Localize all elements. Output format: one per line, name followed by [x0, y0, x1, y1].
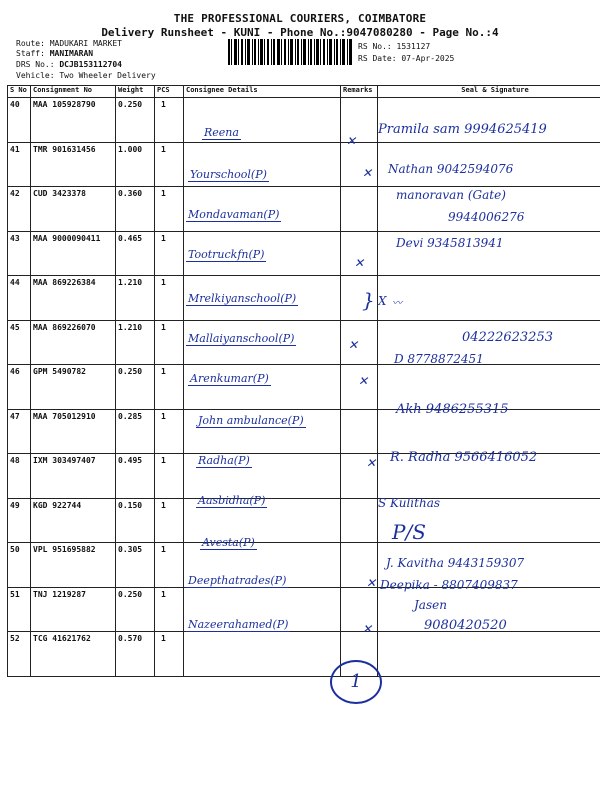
- pcs: [155, 587, 184, 632]
- company-name: THE PROFESSIONAL COURIERS, COIMBATORE: [173, 12, 427, 25]
- consignment-no: CUD 3423378: [31, 187, 116, 232]
- circled-number: 1: [330, 660, 382, 704]
- weight: 0.285: [116, 409, 155, 454]
- staff-label: Staff:: [16, 49, 45, 58]
- weight: 0.360: [116, 187, 155, 232]
- signature-cell: [378, 276, 600, 321]
- consignment-no: MAA 705012910: [31, 409, 116, 454]
- consignment-no: VPL 951695882: [31, 543, 116, 588]
- handwritten-consignee: Mondavaman(P): [188, 208, 280, 221]
- remark-x-mark: ✕: [346, 134, 357, 148]
- pcs-value: 1: [161, 278, 166, 287]
- signature-cell: [378, 543, 600, 588]
- pcs: [155, 632, 184, 677]
- weight: 0.250: [116, 587, 155, 632]
- remark-x-mark: ✕: [348, 338, 359, 352]
- col-signature: Seal & Signature: [378, 86, 600, 98]
- pcs: [155, 142, 184, 187]
- pcs-value: 1: [161, 233, 166, 243]
- handwritten-signature: 9944006276: [448, 210, 525, 224]
- table-header-row: [8, 86, 600, 98]
- handwritten-consignee: Nazeerahamed(P): [188, 618, 289, 631]
- col-consignee: Consignee Details: [184, 86, 341, 98]
- pcs: [155, 276, 184, 321]
- pcs-value: 1: [161, 189, 166, 198]
- table-row: [8, 543, 600, 588]
- col-weight: Weight: [116, 86, 155, 98]
- weight: 0.250: [116, 98, 155, 143]
- consignment-no: MAA 105928790: [31, 98, 116, 143]
- rs-number: RS No.: 1531127: [358, 42, 431, 51]
- signature-cell: [378, 142, 600, 187]
- handwritten-consignee: Avesta(P): [202, 536, 255, 549]
- sno: 41: [8, 142, 31, 187]
- handwritten-bracket: }: [362, 288, 375, 312]
- remarks-cell: [341, 320, 378, 365]
- drs-number: [16, 60, 122, 69]
- consignment-no: MAA 869226070: [31, 320, 116, 365]
- weight: 0.495: [116, 454, 155, 499]
- consignee-cell: [184, 587, 341, 632]
- handwritten-signature: Deepika - 8807409837: [380, 578, 518, 592]
- handwritten-consignee: Deepthatrades(P): [188, 574, 287, 587]
- handwritten-consignee: Tootruckfn(P): [188, 248, 265, 261]
- vehicle: Vehicle: Two Wheeler Delivery: [16, 71, 156, 80]
- handwritten-signature: Pramila sam 9994625419: [378, 122, 547, 137]
- remarks-cell: [341, 587, 378, 632]
- remark-x-mark: ✕: [366, 576, 377, 590]
- pcs-value: 1: [161, 100, 166, 109]
- handwritten-signature: Nathan 9042594076: [388, 162, 514, 176]
- consignee-cell: [184, 543, 341, 588]
- runsheet-title: Delivery Runsheet - KUNI - Phone No.:9047080280 - Page No.:4: [101, 26, 499, 39]
- consignee-cell: [184, 142, 341, 187]
- remark-x-mark: ✕: [362, 622, 373, 636]
- handwritten-signature: Akh 9486255315: [396, 402, 509, 417]
- handwritten-signature: 04222623253: [462, 330, 553, 345]
- handwritten-signature: Devi 9345813941: [396, 236, 504, 250]
- sno: 49: [8, 498, 31, 543]
- pcs-value: 1: [161, 322, 166, 332]
- consignment-no: IXM 303497407: [31, 454, 116, 499]
- col-remarks: Remarks: [341, 86, 378, 98]
- consignee-cell: [184, 276, 341, 321]
- table-row: [8, 365, 600, 410]
- consignee-cell: [184, 409, 341, 454]
- consignment-no: TMR 901631456: [31, 142, 116, 187]
- handwritten-consignee: Aasbidha(P): [198, 494, 266, 507]
- signature-cell: [378, 498, 600, 543]
- table-row: [8, 409, 600, 454]
- col-consignment: Consignment No: [31, 86, 116, 98]
- remarks-cell: [341, 187, 378, 232]
- remarks-cell: [341, 98, 378, 143]
- table-row: [8, 142, 600, 187]
- remark-x-mark: ✕: [366, 456, 377, 470]
- consignee-cell: [184, 454, 341, 499]
- drs-value: DCJB153112704: [59, 60, 122, 69]
- signature-cell: [378, 365, 600, 410]
- pcs: [155, 320, 184, 365]
- col-pcs: PCS: [155, 86, 184, 98]
- sno: 48: [8, 454, 31, 499]
- remarks-cell: [341, 543, 378, 588]
- sno: 43: [8, 231, 31, 276]
- handwritten-signature: manoravan (Gate): [396, 188, 506, 202]
- handwritten-signature: J. Kavitha 9443159307: [386, 556, 525, 570]
- pcs-value: 1: [161, 500, 166, 510]
- pcs: [155, 409, 184, 454]
- consignment-no: TNJ 1219287: [31, 587, 116, 632]
- staff-name: MANIMARAN: [49, 49, 94, 58]
- table-row: [8, 276, 600, 321]
- handwritten-signature: X: [378, 294, 387, 308]
- drs-label: DRS No.:: [16, 60, 55, 69]
- pcs: [155, 365, 184, 410]
- route: Route: MADUKARI MARKET: [16, 39, 122, 48]
- handwritten-consignee: Reena: [204, 126, 239, 139]
- consignee-cell: [184, 632, 341, 677]
- weight: 0.150: [116, 498, 155, 543]
- sno: 44: [8, 276, 31, 321]
- consignee-cell: [184, 498, 341, 543]
- sno: 42: [8, 187, 31, 232]
- weight: 0.305: [116, 543, 155, 588]
- signature-cell: [378, 632, 600, 677]
- weight: 1.210: [116, 276, 155, 321]
- runsheet-table: [7, 85, 600, 677]
- pcs-value: 1: [161, 634, 166, 643]
- weight: 1.000: [116, 142, 155, 187]
- remarks-cell: [341, 276, 378, 321]
- signature-cell: [378, 587, 600, 632]
- rs-date: RS Date: 07-Apr-2025: [358, 54, 455, 63]
- consignee-cell: [184, 365, 341, 410]
- remark-x-mark: ✕: [362, 166, 373, 180]
- handwritten-consignee: John ambulance(P): [198, 414, 304, 427]
- sno: 40: [8, 98, 31, 143]
- handwritten-signature: D 8778872451: [394, 352, 484, 366]
- pcs-value: 1: [161, 545, 166, 554]
- sno: 51: [8, 587, 31, 632]
- weight: 0.250: [116, 365, 155, 410]
- table-row: [8, 498, 600, 543]
- signature-cell: [378, 409, 600, 454]
- signature-cell: [378, 187, 600, 232]
- col-sno: S No: [8, 86, 31, 98]
- consignee-cell: [184, 98, 341, 143]
- table-row: [8, 98, 600, 143]
- consignment-no: TCG 41621762: [31, 632, 116, 677]
- pcs-value: 1: [161, 144, 166, 154]
- remarks-cell: [341, 498, 378, 543]
- handwritten-signature: S Kulithas: [378, 496, 441, 510]
- consignment-no: KGD 922744: [31, 498, 116, 543]
- sno: 52: [8, 632, 31, 677]
- pcs: [155, 187, 184, 232]
- remarks-cell: [341, 231, 378, 276]
- weight: 0.465: [116, 231, 155, 276]
- pcs-value: 1: [161, 456, 166, 465]
- sno: 47: [8, 409, 31, 454]
- sno: 45: [8, 320, 31, 365]
- handwritten-scribble: 〰: [392, 298, 402, 309]
- consignee-cell: [184, 187, 341, 232]
- handwritten-signature: 9080420520: [424, 618, 507, 633]
- remarks-cell: [341, 409, 378, 454]
- weight: 1.210: [116, 320, 155, 365]
- table-row: [8, 632, 600, 677]
- staff: [16, 49, 93, 58]
- handwritten-consignee: Mallaiyanschool(P): [188, 332, 295, 345]
- handwritten-signature: R. Radha 9566416052: [390, 450, 538, 465]
- pcs-value: 1: [161, 589, 166, 599]
- signature-cell: [378, 231, 600, 276]
- pcs-value: 1: [161, 411, 166, 421]
- consignment-no: GPM 5490782: [31, 365, 116, 410]
- handwritten-signature: P/S: [392, 520, 426, 544]
- table-row: [8, 587, 600, 632]
- remark-x-mark: ✕: [358, 374, 369, 388]
- pcs: [155, 98, 184, 143]
- handwritten-consignee: Mrelkiyanschool(P): [188, 292, 297, 305]
- sno: 46: [8, 365, 31, 410]
- table-row: [8, 231, 600, 276]
- consignee-cell: [184, 320, 341, 365]
- consignment-no: MAA 869226384: [31, 276, 116, 321]
- signature-cell: [378, 320, 600, 365]
- pcs: [155, 454, 184, 499]
- remarks-cell: [341, 632, 378, 677]
- table-row: [8, 320, 600, 365]
- signature-cell: [378, 98, 600, 143]
- pcs: [155, 543, 184, 588]
- barcode-image: [228, 39, 352, 65]
- remarks-cell: [341, 365, 378, 410]
- signature-cell: [378, 454, 600, 499]
- weight: 0.570: [116, 632, 155, 677]
- consignee-cell: [184, 231, 341, 276]
- handwritten-consignee: Arenkumar(P): [190, 372, 269, 385]
- handwritten-signature: Jasen: [414, 598, 447, 612]
- pcs: [155, 231, 184, 276]
- sno: 50: [8, 543, 31, 588]
- remark-x-mark: ✕: [354, 256, 365, 270]
- table-row: [8, 454, 600, 499]
- remarks-cell: [341, 142, 378, 187]
- handwritten-consignee: Radha(P): [198, 454, 250, 467]
- consignment-no: MAA 9000090411: [31, 231, 116, 276]
- handwritten-consignee: Yourschool(P): [190, 168, 267, 181]
- remarks-cell: [341, 454, 378, 499]
- pcs-value: 1: [161, 367, 166, 376]
- pcs: [155, 498, 184, 543]
- table-row: [8, 187, 600, 232]
